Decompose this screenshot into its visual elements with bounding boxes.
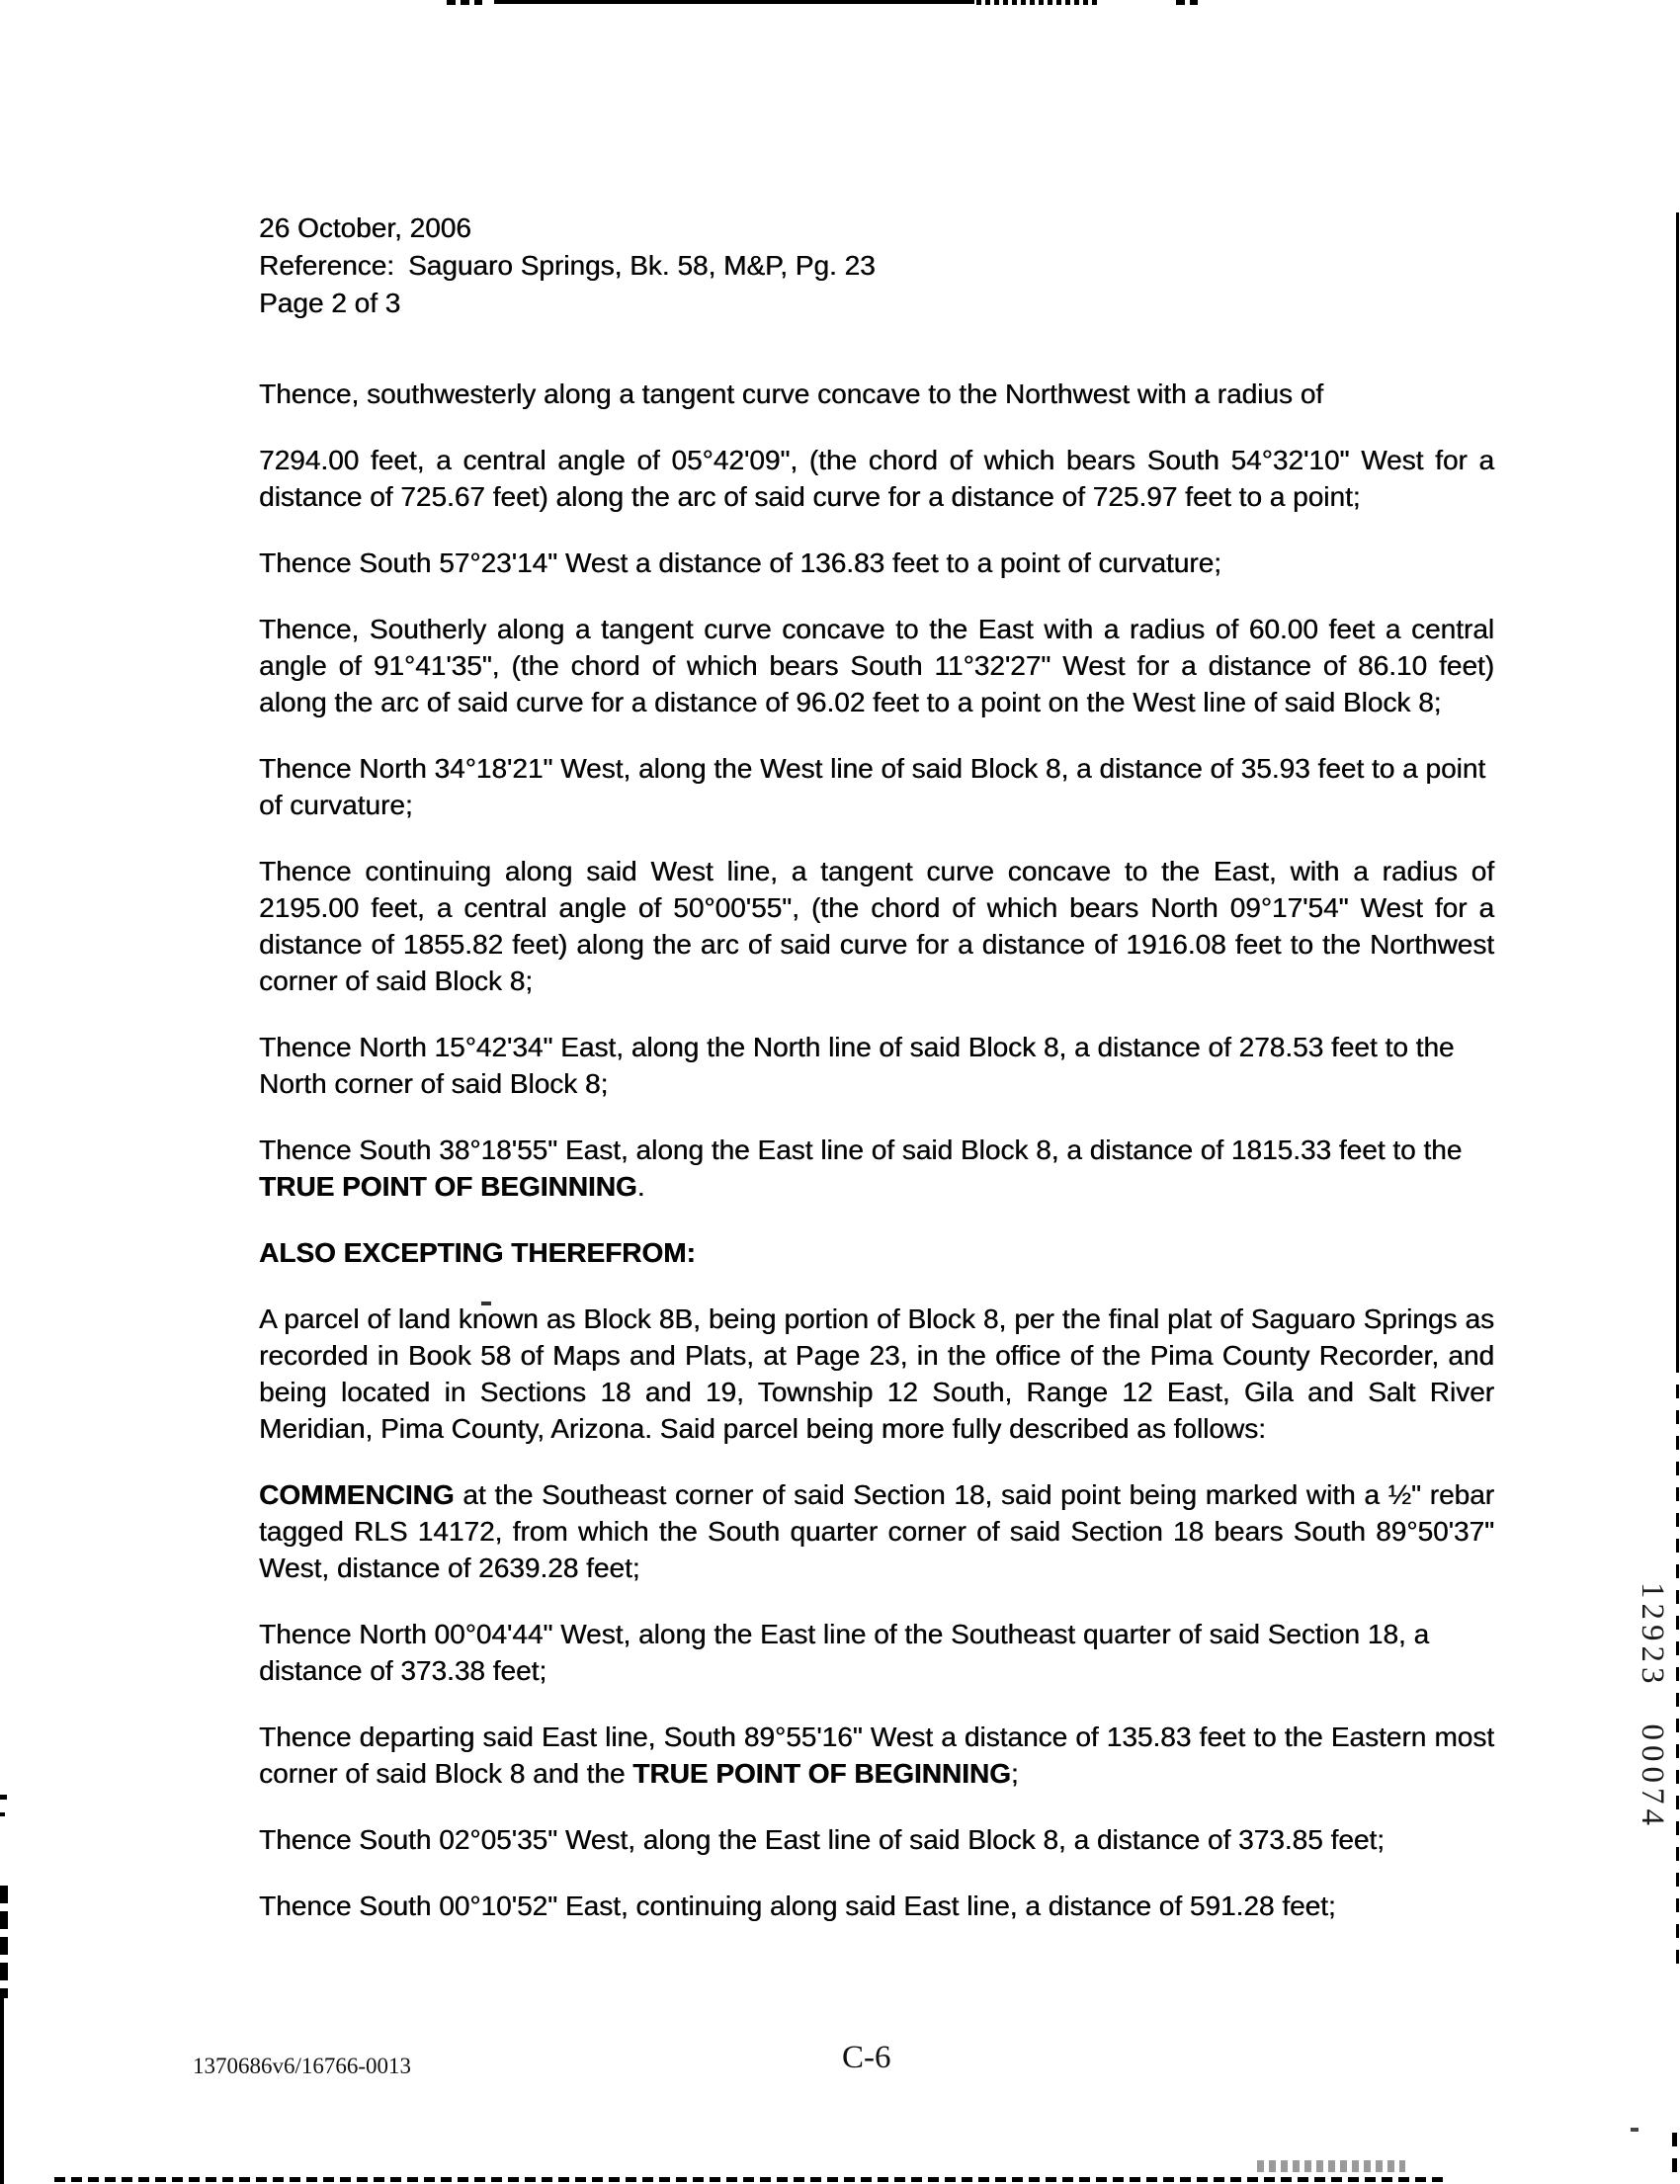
stamp-page-number: 00074 [1635,1723,1670,1830]
paragraph-text: Thence South 38°18'55" East, along the East line of said Block 8, a distance of 1815.33 feet to the [259,1134,1463,1165]
scan-artifact [0,1996,4,2184]
scan-artifact [0,1795,7,1800]
paragraph [259,545,1494,581]
paragraph [259,376,1494,412]
paragraph-text: at the Southeast corner of said Section 18, said point being marked with a ½" rebar tagged RLS 14172, from which the South quarter corner of said Section 18 bears South 89°50'37" West, distance of 2639.28 feet; [259,1479,1494,1583]
paragraph-text: Thence departing said East line, South 89°55'16" West a distance of 135.83 feet to the Eastern most corner of said Block 8 and the [259,1722,1494,1789]
scan-artifact [1672,2133,1677,2184]
paragraph [259,1821,1494,1858]
footer-document-number: 1370686v6/16766-0013 [193,2054,412,2078]
paragraph-text: A parcel of land known as Block 8B, being portion of Block 8, per the final plat of Saguaro Springs as recorded in Book 58 of Maps and Plats, at Page 23, in the office of the Pima County Recorder, and being located in Sections 18 and 19, Township 12 South, Range 12 East, Gila and Salt River Meridian, Pima County, Arizona. Said parcel being more fully described as follows: [259,1303,1494,1444]
paragraph-text: Thence continuing along said West line, a tangent curve concave to the East, with a radius of 2195.00 feet, a central angle of 50°00'55", (the chord of which bears North 09°17'54" West for a distance of 1855.82 feet) along the arc of said curve for a distance of 1916.08 feet to the Northwest corner of said Block 8; [259,856,1494,996]
paragraph-text: Thence North 00°04'44" West, along the East line of the Southeast quarter of said Section 18, a distance of 373.38 feet; [259,1619,1430,1686]
stamp-book-number: 12923 [1635,1582,1670,1689]
paragraph [259,1029,1494,1102]
scan-artifact [54,2177,1448,2182]
paragraph-text: Thence North 15°42'34" East, along the North line of said Block 8, a distance of 278.53 feet to the North corner of said Block 8; [259,1032,1455,1099]
scan-artifact [494,0,974,4]
paragraph-text: 7294.00 feet, a central angle of 05°42'09", (the chord of which bears South 54°32'10" West for a distance of 725.67 feet) along the arc of said curve for a distance of 725.97 feet to a point; [259,445,1494,512]
paragraph [259,1616,1494,1689]
emphasis-text: TRUE POINT OF BEGINNING [259,1171,637,1202]
paragraph [259,611,1494,720]
scan-artifact [1676,212,1679,1359]
footer-page-label: C-6 [842,2040,891,2075]
emphasis-text: TRUE POINT OF BEGINNING [632,1758,1011,1789]
paragraph-text: . [636,1171,645,1202]
scan-artifact [976,0,1097,5]
scan-artifact [0,1812,5,1816]
reference-value: Saguaro Springs, Bk. 58, M&P, Pg. 23 [407,250,876,281]
scan-artifact [447,0,482,5]
header-date: 26 October, 2006 [259,212,471,243]
paragraph [259,442,1494,515]
paragraph [259,1888,1494,1924]
scan-artifact [1257,2160,1405,2172]
paragraph [259,853,1494,999]
reference-label: Reference: [259,250,394,281]
header-page-number: Page 2 of 3 [259,288,401,318]
paragraph-text: ; [1010,1758,1019,1789]
paragraph-text: Thence South 57°23'14" West a distance of 136.83 feet to a point of curvature; [259,547,1221,578]
paragraph-text: Thence South 00°10'52" East, continuing along said East line, a distance of 591.28 feet; [259,1890,1336,1921]
scan-artifact [0,1886,8,1998]
scan-artifact [1631,2128,1638,2132]
paragraph [259,1719,1494,1792]
paragraph [259,1132,1494,1205]
header-reference [259,247,1494,285]
paragraph-text: Thence North 34°18'21" West, along the West line of said Block 8, a distance of 35.93 feet to a point of curvature; [259,753,1486,820]
recorder-stamp [1634,1582,1670,1830]
scan-artifact [1676,1359,1679,1967]
document-body [259,376,1494,1954]
scan-artifact [1176,0,1198,5]
paragraph-text: Thence, Southerly along a tangent curve concave to the East with a radius of 60.00 feet a central angle of 91°41'35", (the chord of which bears South 11°32'27" West for a distance of 86.10 feet) along the arc of said curve for a distance of 96.02 feet to a point on the West line of said Block 8; [259,614,1494,717]
paragraph-text: Thence, southwesterly along a tangent curve concave to the Northwest with a radius of [259,378,1324,409]
paragraph [259,1476,1494,1586]
paragraph [259,750,1494,823]
emphasis-text: ALSO EXCEPTING THEREFROM: [259,1237,696,1268]
document-header [259,210,1494,322]
section-heading [259,1234,1494,1271]
paragraph [259,1301,1494,1447]
emphasis-text: COMMENCING [259,1479,455,1510]
paragraph-text: Thence South 02°05'35" West, along the East line of said Block 8, a distance of 373.85 feet; [259,1824,1385,1855]
